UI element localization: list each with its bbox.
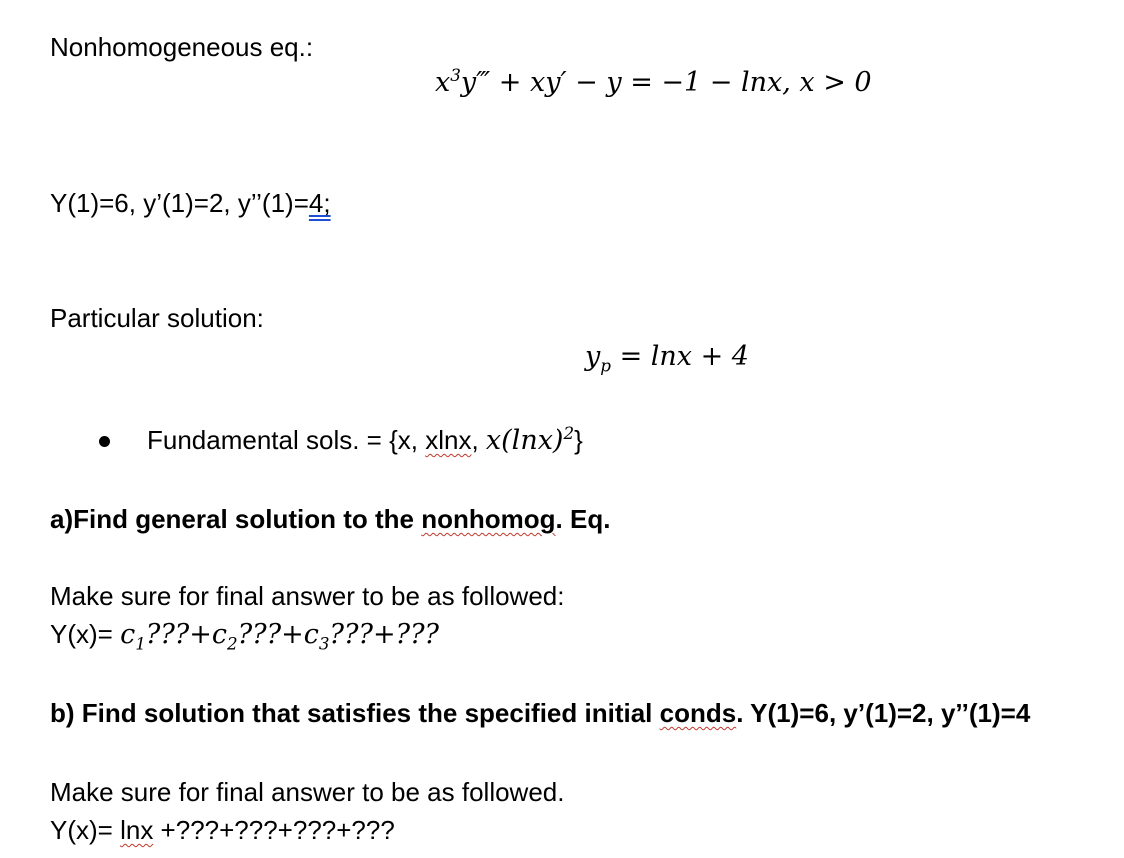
- bullet-icon: [99, 436, 110, 447]
- answer-form-b: Y(x)= lnx +???+???+???+???: [50, 815, 395, 845]
- note-a: Make sure for final answer to be as followed:: [50, 581, 565, 611]
- heading-particular: Particular solution:: [50, 303, 264, 333]
- particular-solution: $y_p = \ln x + 4$: [585, 341, 749, 376]
- part-a-heading: a)Find general solution to the nonhomog. Eq.: [50, 504, 611, 534]
- fundamental-solutions: Fundamental sols. = {x, xlnx, $x(\ln x)^2$}: [147, 423, 583, 456]
- note-b: Make sure for final answer to be as followed.: [50, 777, 565, 807]
- answer-form-a: $Y(x)= c_1???+c_2???+c_3???+$???: [50, 619, 440, 654]
- heading-nonhomogeneous: Nonhomogeneous eq.:: [50, 32, 314, 62]
- part-b-heading: b) Find solution that satisfies the specified initial conds. Y(1)=6, y’(1)=2, y’’(1)=4: [50, 698, 1031, 728]
- underlined-value: 4;: [308, 188, 331, 218]
- main-equation: $x^3y‴ + xy' - y = -1 - \ln x$, x > 0: [435, 65, 872, 98]
- initial-conditions: Y(1)=6, y’(1)=2, y’’(1)=4;: [50, 188, 331, 218]
